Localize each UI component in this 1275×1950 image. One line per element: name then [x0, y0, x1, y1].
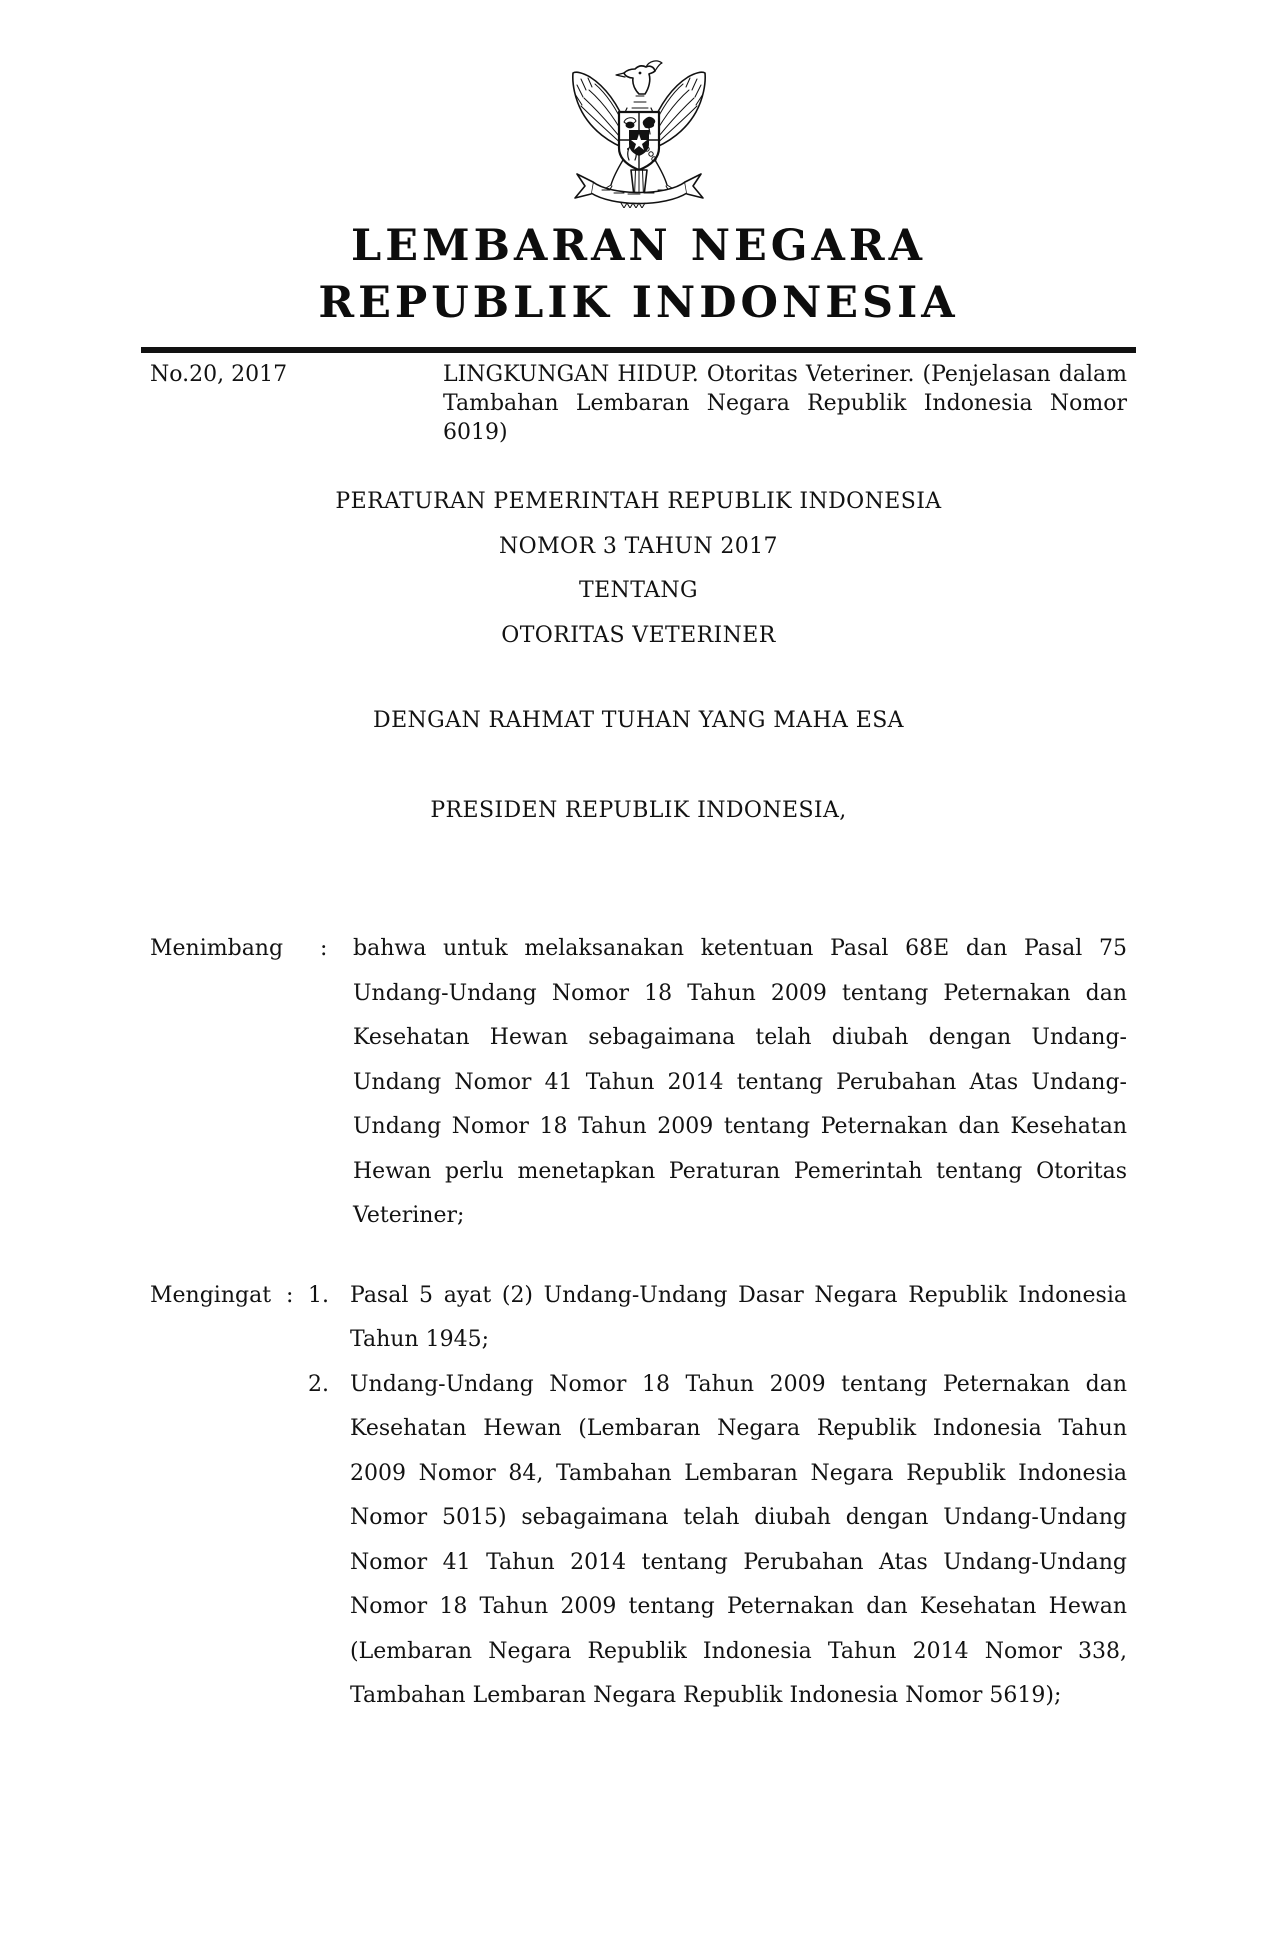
frontmatter — [150, 360, 1127, 447]
list-item-text: Pasal 5 ayat (2) Undang-Undang Dasar Negara Republik Indonesia Tahun 1945; — [350, 1282, 1127, 1352]
mengingat-list — [308, 1274, 1127, 1719]
gazette-number: No.20, 2017 — [150, 362, 288, 387]
mengingat-row — [150, 1274, 1127, 1719]
list-item-number: 2. — [308, 1371, 329, 1397]
list-item — [308, 1274, 1127, 1363]
garuda-pancasila-emblem — [569, 56, 709, 208]
masthead-rule — [141, 347, 1136, 353]
considerations — [150, 927, 1127, 1719]
masthead — [150, 56, 1127, 353]
menimbang-label: Menimbang — [150, 936, 284, 961]
regulation-heading-line2: NOMOR 3 TAHUN 2017 — [499, 533, 778, 559]
list-item — [308, 1363, 1127, 1719]
regulation-heading-line1: PERATURAN PEMERINTAH REPUBLIK INDONESIA — [335, 489, 942, 514]
gazette-subject: LINGKUNGAN HIDUP. Otoritas Veteriner. (Penjelasan dalam Tambahan Lembaran Negara Republik Indonesia Nomor 6019) — [443, 362, 1127, 445]
menimbang-colon: : — [320, 936, 328, 961]
invocation-line: DENGAN RAHMAT TUHAN YANG MAHA ESA — [373, 708, 904, 733]
list-item-text: Undang-Undang Nomor 18 Tahun 2009 tentang Peternakan dan Kesehatan Hewan (Lembaran Negara Republik Indonesia Tahun 2009 Nomor 84, Tambahan Lembaran Negara Republik Indonesia Nomor 5015) sebagaimana telah diubah dengan Undang-Undang Nomor 41 Tahun 2014 tentang Perubahan Atas Undang-Undang Nomor 18 Tahun 2009 tentang Peternakan dan Kesehatan Hewan (Lembaran Negara Republik Indonesia Tahun 2014 Nomor 338, Tambahan Lembaran Negara Republik Indonesia Nomor 5619); — [350, 1371, 1127, 1708]
gazette-title-line1: LEMBARAN NEGARA — [351, 221, 926, 271]
menimbang-row — [150, 927, 1127, 1239]
mengingat-label: Mengingat — [150, 1282, 272, 1308]
issuer-line: PRESIDEN REPUBLIK INDONESIA, — [430, 797, 847, 823]
menimbang-text: bahwa untuk melaksanakan ketentuan Pasal 68E dan Pasal 75 Undang-Undang Nomor 18 Tahun 2009 tentang Peternakan dan Kesehatan Hewan sebagaimana telah diubah dengan Undang-Undang Nomor 41 Tahun 2014 tentang Perubahan Atas Undang-Undang Nomor 18 Tahun 2009 tentang Peternakan dan Kesehatan Hewan perlu menetapkan Peraturan Pemerintah tentang Otoritas Veteriner; — [353, 936, 1127, 1228]
gazette-title — [150, 218, 1127, 332]
mengingat-colon: : — [286, 1282, 294, 1308]
list-item-number: 1. — [308, 1282, 329, 1308]
regulation-heading-line3: TENTANG — [579, 578, 698, 603]
gazette-title-line2: REPUBLIK INDONESIA — [318, 278, 959, 328]
regulation-heading — [150, 480, 1127, 658]
regulation-heading-line4: OTORITAS VETERINER — [501, 622, 776, 648]
